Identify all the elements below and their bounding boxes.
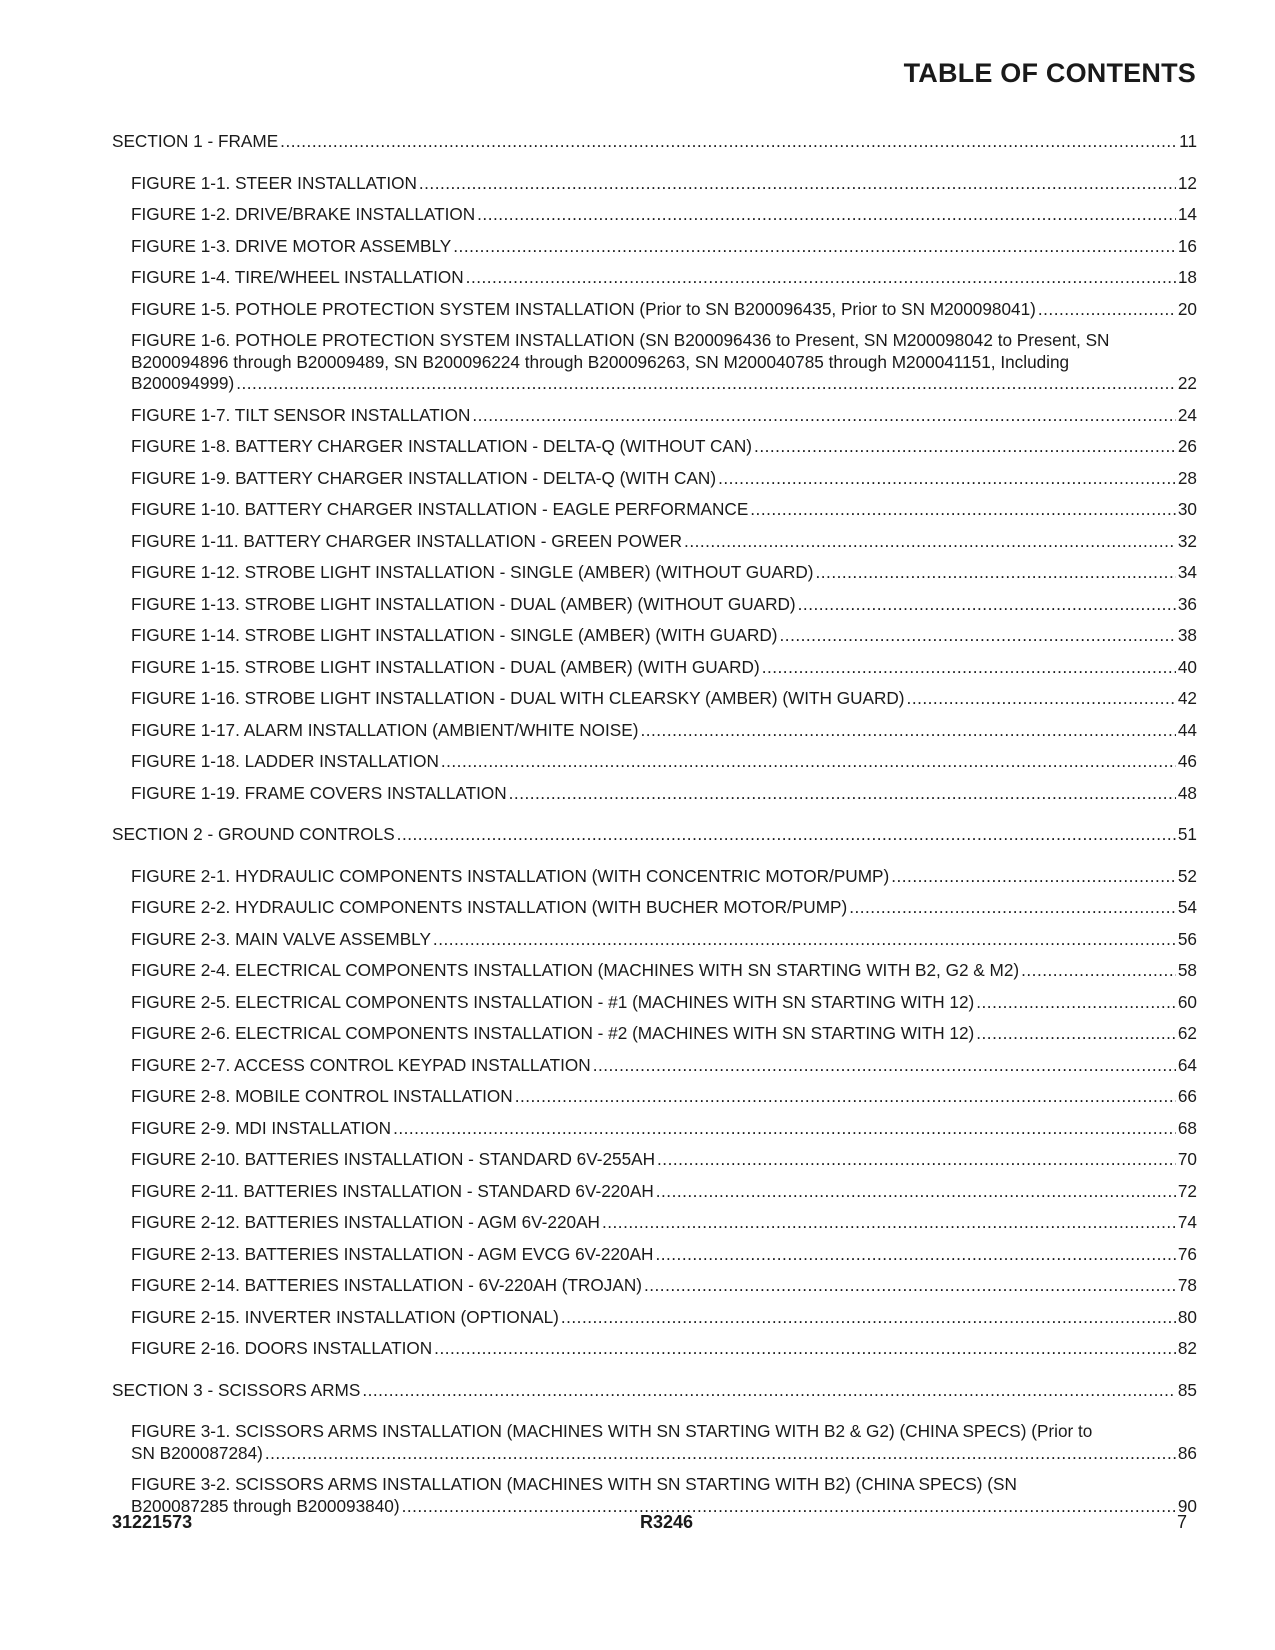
toc-entry-text: FIGURE 2-12. BATTERIES INSTALLATION - AGM 6V-220AH <box>131 1212 600 1232</box>
toc-figure-entry[interactable] <box>112 992 1197 1014</box>
dot-leader <box>718 468 1176 490</box>
toc-figure-entry[interactable] <box>112 594 1197 616</box>
toc-section-entry[interactable] <box>112 824 1197 846</box>
dot-leader <box>750 499 1176 521</box>
toc-entry-page: 90 <box>1177 1495 1197 1516</box>
toc-entry-page: 52 <box>1177 865 1197 886</box>
toc-entry-line <box>131 1443 1197 1465</box>
toc-entry-page: 38 <box>1177 625 1197 645</box>
toc-entry-text: FIGURE 1-17. ALARM INSTALLATION (AMBIENT/WHITE NOISE) <box>131 719 639 740</box>
toc-entry-text: FIGURE 2-10. BATTERIES INSTALLATION - STANDARD 6V-255AH <box>131 1149 656 1169</box>
toc-entry-text: FIGURE 2-11. BATTERIES INSTALLATION - STANDARD 6V-220AH <box>131 1180 654 1201</box>
toc-entry-page: 80 <box>1177 1306 1197 1327</box>
toc-entry-page: 34 <box>1177 562 1197 582</box>
toc-figure-entry[interactable] <box>112 1474 1197 1517</box>
toc-entry-line <box>131 373 1197 395</box>
toc-figure-entry[interactable] <box>112 562 1197 584</box>
toc-entry-page: 54 <box>1177 897 1197 917</box>
toc-figure-entry[interactable] <box>112 204 1197 226</box>
footer-model: R3246 <box>640 1512 694 1532</box>
toc-entry-page: 66 <box>1177 1086 1197 1106</box>
toc-figure-entry[interactable] <box>112 267 1197 289</box>
toc-entry-line <box>131 1086 1197 1108</box>
toc-entry-text: FIGURE 1-14. STROBE LIGHT INSTALLATION - SINGLE (AMBER) (WITH GUARD) <box>131 625 778 645</box>
dot-leader <box>655 1244 1175 1266</box>
dot-leader <box>280 131 1177 153</box>
toc-entry-line <box>131 1212 1197 1234</box>
toc-entry-line <box>131 720 1197 742</box>
dot-leader <box>397 824 1176 846</box>
toc-entry-text: FIGURE 1-15. STROBE LIGHT INSTALLATION - DUAL (AMBER) (WITH GUARD) <box>131 656 760 677</box>
toc-entry-page: 12 <box>1177 172 1197 193</box>
toc-entry-text: FIGURE 1-13. STROBE LIGHT INSTALLATION - DUAL (AMBER) (WITHOUT GUARD) <box>131 593 796 614</box>
toc-figure-entry[interactable] <box>112 1118 1197 1140</box>
dot-leader <box>509 783 1176 805</box>
toc-entry-text-wrapped: FIGURE 3-2. SCISSORS ARMS INSTALLATION (MACHINES WITH SN STARTING WITH B2) (CHINA SPECS) (SN <box>131 1474 1017 1494</box>
toc-figure-entry[interactable] <box>112 1086 1197 1108</box>
toc-entry-line <box>131 929 1197 951</box>
toc-entry-line <box>131 594 1197 616</box>
toc-entry-text: FIGURE 1-19. FRAME COVERS INSTALLATION <box>131 782 507 803</box>
toc-entry-line <box>131 267 1197 289</box>
toc-entry-text: FIGURE 1-3. DRIVE MOTOR ASSEMBLY <box>131 235 452 256</box>
toc-figure-entry[interactable] <box>112 1307 1197 1329</box>
toc-entry-text: FIGURE 1-7. TILT SENSOR INSTALLATION <box>131 404 471 425</box>
toc-entry-line <box>112 824 1197 846</box>
toc-entry-text: FIGURE 1-8. BATTERY CHARGER INSTALLATION - DELTA-Q (WITHOUT CAN) <box>131 436 753 456</box>
toc-entry-page: 28 <box>1177 467 1197 488</box>
toc-entry-text: FIGURE 2-5. ELECTRICAL COMPONENTS INSTALLATION - #1 (MACHINES WITH SN STARTING WITH 12) <box>131 991 975 1012</box>
toc-entry-text: FIGURE 2-8. MOBILE CONTROL INSTALLATION <box>131 1086 513 1106</box>
dot-leader <box>816 562 1176 584</box>
toc-entry-line <box>131 468 1197 490</box>
toc-figure-entry[interactable] <box>112 330 1197 395</box>
toc-entry-page: 56 <box>1177 928 1197 949</box>
footer-page-number: 7 <box>1176 1512 1187 1532</box>
toc-entry-line <box>131 866 1197 888</box>
toc-entry-page: 78 <box>1177 1275 1197 1295</box>
dot-leader <box>593 1055 1176 1077</box>
toc-entry-page: 74 <box>1177 1212 1197 1232</box>
toc-entry-text-wrapped: FIGURE 1-6. POTHOLE PROTECTION SYSTEM INSTALLATION (SN B200096436 to Present, SN M200098042 to Present, SN B200094896 through B20009489, SN B200096224 through B200096263, SN M200040785 through M200041151, Including <box>131 330 1110 372</box>
toc-entry-text: B200094999) <box>131 373 235 393</box>
toc-entry-text: FIGURE 1-5. POTHOLE PROTECTION SYSTEM INSTALLATION (Prior to SN B200096435, Prior to SN M200098041) <box>131 298 1036 319</box>
toc-figure-entry[interactable] <box>112 531 1197 553</box>
toc-entry-line <box>112 1380 1197 1402</box>
toc-figure-entry[interactable] <box>112 299 1197 321</box>
toc-entry-page: 26 <box>1177 436 1197 456</box>
toc-entry-page: 30 <box>1177 499 1197 519</box>
toc-entry-page: 32 <box>1177 530 1197 551</box>
toc-entry-line <box>131 173 1197 195</box>
dot-leader <box>780 625 1176 647</box>
toc-entry-line <box>131 436 1197 458</box>
toc-entry-page: 22 <box>1177 373 1197 393</box>
toc-figure-entry[interactable] <box>112 1212 1197 1234</box>
toc-entry-page: 60 <box>1177 991 1197 1012</box>
toc-figure-entry[interactable] <box>112 436 1197 458</box>
toc-figure-entry[interactable] <box>112 1023 1197 1045</box>
dot-leader <box>434 1338 1176 1360</box>
dot-leader <box>1021 960 1176 982</box>
dot-leader <box>472 405 1176 427</box>
toc-entry-line <box>131 783 1197 805</box>
dot-leader <box>762 657 1176 679</box>
toc-entry-text: FIGURE 1-10. BATTERY CHARGER INSTALLATION - EAGLE PERFORMANCE <box>131 499 749 519</box>
toc-figure-entry[interactable] <box>112 688 1197 710</box>
toc-entry-text: FIGURE 2-6. ELECTRICAL COMPONENTS INSTALLATION - #2 (MACHINES WITH SN STARTING WITH 12) <box>131 1023 975 1043</box>
toc-figure-entry[interactable] <box>112 1421 1197 1464</box>
toc-section-entry[interactable] <box>112 1380 1197 1402</box>
table-of-contents <box>112 131 1197 1517</box>
toc-entry-line <box>131 992 1197 1014</box>
toc-entry-line <box>131 657 1197 679</box>
dot-leader <box>453 236 1176 258</box>
toc-figure-entry[interactable] <box>112 1181 1197 1203</box>
toc-entry-text: FIGURE 2-9. MDI INSTALLATION <box>131 1117 392 1138</box>
toc-entry-page: 76 <box>1177 1243 1197 1264</box>
toc-entry-page: 51 <box>1177 824 1197 844</box>
toc-entry-line <box>131 562 1197 584</box>
toc-entry-text: SECTION 2 - GROUND CONTROLS <box>112 824 395 844</box>
dot-leader <box>891 866 1176 888</box>
dot-leader <box>265 1443 1176 1465</box>
toc-entry-line <box>131 1275 1197 1297</box>
toc-entry-page: 64 <box>1177 1054 1197 1075</box>
toc-entry-page: 82 <box>1177 1338 1197 1358</box>
toc-figure-entry[interactable] <box>112 1055 1197 1077</box>
toc-entry-text: SECTION 3 - SCISSORS ARMS <box>112 1379 361 1400</box>
toc-entry-text: FIGURE 1-1. STEER INSTALLATION <box>131 172 417 193</box>
toc-entry-page: 36 <box>1177 593 1197 614</box>
toc-entry-line <box>131 751 1197 773</box>
toc-entry-page: 16 <box>1177 235 1197 256</box>
toc-section-entry[interactable] <box>112 131 1197 153</box>
toc-entry-page: 18 <box>1177 267 1197 287</box>
dot-leader <box>976 1023 1176 1045</box>
toc-entry-text: FIGURE 2-16. DOORS INSTALLATION <box>131 1338 433 1358</box>
toc-entry-text: FIGURE 1-2. DRIVE/BRAKE INSTALLATION <box>131 204 476 224</box>
dot-leader <box>466 267 1176 289</box>
dot-leader <box>561 1307 1176 1329</box>
dot-leader <box>798 594 1176 616</box>
dot-leader <box>236 373 1176 395</box>
toc-entry-text: FIGURE 2-2. HYDRAULIC COMPONENTS INSTALLATION (WITH BUCHER MOTOR/PUMP) <box>131 897 848 917</box>
dot-leader <box>849 897 1176 919</box>
toc-figure-entry[interactable] <box>112 783 1197 805</box>
toc-figure-entry[interactable] <box>112 405 1197 427</box>
toc-entry-line <box>131 531 1197 553</box>
toc-figure-entry[interactable] <box>112 499 1197 521</box>
dot-leader <box>515 1086 1176 1108</box>
footer-doc-number: 31221573 <box>112 1512 193 1532</box>
dot-leader <box>393 1118 1176 1140</box>
toc-entry-page: 72 <box>1177 1180 1197 1201</box>
toc-figure-entry[interactable] <box>112 929 1197 951</box>
toc-figure-entry[interactable] <box>112 720 1197 742</box>
dot-leader <box>477 204 1176 226</box>
toc-entry-text: FIGURE 2-7. ACCESS CONTROL KEYPAD INSTALLATION <box>131 1054 591 1075</box>
toc-entry-page: 70 <box>1177 1149 1197 1169</box>
toc-entry-page: 11 <box>1179 131 1197 151</box>
toc-entry-line <box>131 688 1197 710</box>
toc-figure-entry[interactable] <box>112 236 1197 258</box>
toc-entry-page: 24 <box>1177 404 1197 425</box>
dot-leader <box>419 173 1176 195</box>
toc-entry-line <box>131 499 1197 521</box>
toc-figure-entry[interactable] <box>112 173 1197 195</box>
toc-entry-page: 14 <box>1177 204 1197 224</box>
toc-figure-entry[interactable] <box>112 1338 1197 1360</box>
toc-entry-page: 44 <box>1177 719 1197 740</box>
toc-entry-text: FIGURE 1-4. TIRE/WHEEL INSTALLATION <box>131 267 464 287</box>
toc-entry-text: FIGURE 2-4. ELECTRICAL COMPONENTS INSTALLATION (MACHINES WITH SN STARTING WITH B2, G2 & M2) <box>131 960 1020 980</box>
toc-figure-entry[interactable] <box>112 1275 1197 1297</box>
toc-entry-line <box>131 1118 1197 1140</box>
dot-leader <box>657 1149 1176 1171</box>
toc-figure-entry[interactable] <box>112 1149 1197 1171</box>
dot-leader <box>602 1212 1176 1234</box>
dot-leader <box>656 1181 1176 1203</box>
dot-leader <box>976 992 1176 1014</box>
toc-entry-line <box>131 1149 1197 1171</box>
dot-leader <box>644 1275 1176 1297</box>
toc-figure-entry[interactable] <box>112 657 1197 679</box>
toc-figure-entry[interactable] <box>112 897 1197 919</box>
toc-entry-page: 46 <box>1177 751 1197 771</box>
toc-entry-page: 40 <box>1177 656 1197 677</box>
dot-leader <box>441 751 1176 773</box>
toc-entry-page: 20 <box>1177 298 1197 319</box>
toc-entry-line <box>131 1181 1197 1203</box>
toc-entry-text: SN B200087284) <box>131 1442 263 1463</box>
toc-entry-text: FIGURE 2-3. MAIN VALVE ASSEMBLY <box>131 928 431 949</box>
toc-entry-text: FIGURE 2-14. BATTERIES INSTALLATION - 6V-220AH (TROJAN) <box>131 1275 642 1295</box>
toc-entry-text: FIGURE 2-1. HYDRAULIC COMPONENTS INSTALLATION (WITH CONCENTRIC MOTOR/PUMP) <box>131 865 890 886</box>
toc-entry-page: 85 <box>1177 1379 1197 1400</box>
toc-figure-entry[interactable] <box>112 1244 1197 1266</box>
toc-entry-page: 86 <box>1177 1442 1197 1463</box>
toc-figure-entry[interactable] <box>112 866 1197 888</box>
toc-entry-page: 48 <box>1177 782 1197 803</box>
toc-entry-text: B200087285 through B200093840) <box>131 1495 400 1516</box>
toc-entry-text: FIGURE 1-18. LADDER INSTALLATION <box>131 751 439 771</box>
dot-leader <box>402 1496 1176 1518</box>
toc-figure-entry[interactable] <box>112 960 1197 982</box>
toc-entry-line <box>131 1244 1197 1266</box>
toc-entry-line <box>131 204 1197 226</box>
toc-entry-text: FIGURE 1-16. STROBE LIGHT INSTALLATION - DUAL WITH CLEARSKY (AMBER) (WITH GUARD) <box>131 688 905 708</box>
toc-entry-line <box>131 625 1197 647</box>
toc-entry-page: 58 <box>1177 960 1197 980</box>
toc-entry-text: FIGURE 2-15. INVERTER INSTALLATION (OPTIONAL) <box>131 1306 559 1327</box>
toc-entry-line <box>131 1055 1197 1077</box>
toc-entry-text: FIGURE 1-11. BATTERY CHARGER INSTALLATION - GREEN POWER <box>131 530 683 551</box>
toc-entry-text: SECTION 1 - FRAME <box>112 131 279 151</box>
toc-entry-text: FIGURE 2-13. BATTERIES INSTALLATION - AGM EVCG 6V-220AH <box>131 1243 654 1264</box>
toc-figure-entry[interactable] <box>112 625 1197 647</box>
toc-entry-line <box>131 960 1197 982</box>
toc-entry-line <box>131 405 1197 427</box>
toc-entry-page: 62 <box>1177 1023 1197 1043</box>
toc-figure-entry[interactable] <box>112 751 1197 773</box>
toc-entry-page: 42 <box>1177 688 1197 708</box>
dot-leader <box>907 688 1176 710</box>
page-title: TABLE OF CONTENTS <box>903 58 1196 88</box>
dot-leader <box>640 720 1175 742</box>
toc-entry-text: FIGURE 1-12. STROBE LIGHT INSTALLATION - SINGLE (AMBER) (WITHOUT GUARD) <box>131 562 814 582</box>
dot-leader <box>684 531 1176 553</box>
toc-entry-line <box>131 1307 1197 1329</box>
toc-entry-page: 68 <box>1177 1117 1197 1138</box>
dot-leader <box>1038 299 1176 321</box>
toc-entry-line <box>131 1338 1197 1360</box>
dot-leader <box>433 929 1176 951</box>
dot-leader <box>362 1380 1176 1402</box>
toc-entry-line <box>131 236 1197 258</box>
toc-entry-line <box>131 299 1197 321</box>
toc-entry-line <box>131 897 1197 919</box>
toc-entry-line <box>131 1023 1197 1045</box>
toc-entry-text: FIGURE 1-9. BATTERY CHARGER INSTALLATION - DELTA-Q (WITH CAN) <box>131 467 717 488</box>
dot-leader <box>754 436 1176 458</box>
toc-entry-text-wrapped: FIGURE 3-1. SCISSORS ARMS INSTALLATION (MACHINES WITH SN STARTING WITH B2 & G2) (CHINA SPECS) (Prior to <box>131 1421 1093 1441</box>
toc-figure-entry[interactable] <box>112 468 1197 490</box>
toc-entry-line <box>112 131 1197 153</box>
